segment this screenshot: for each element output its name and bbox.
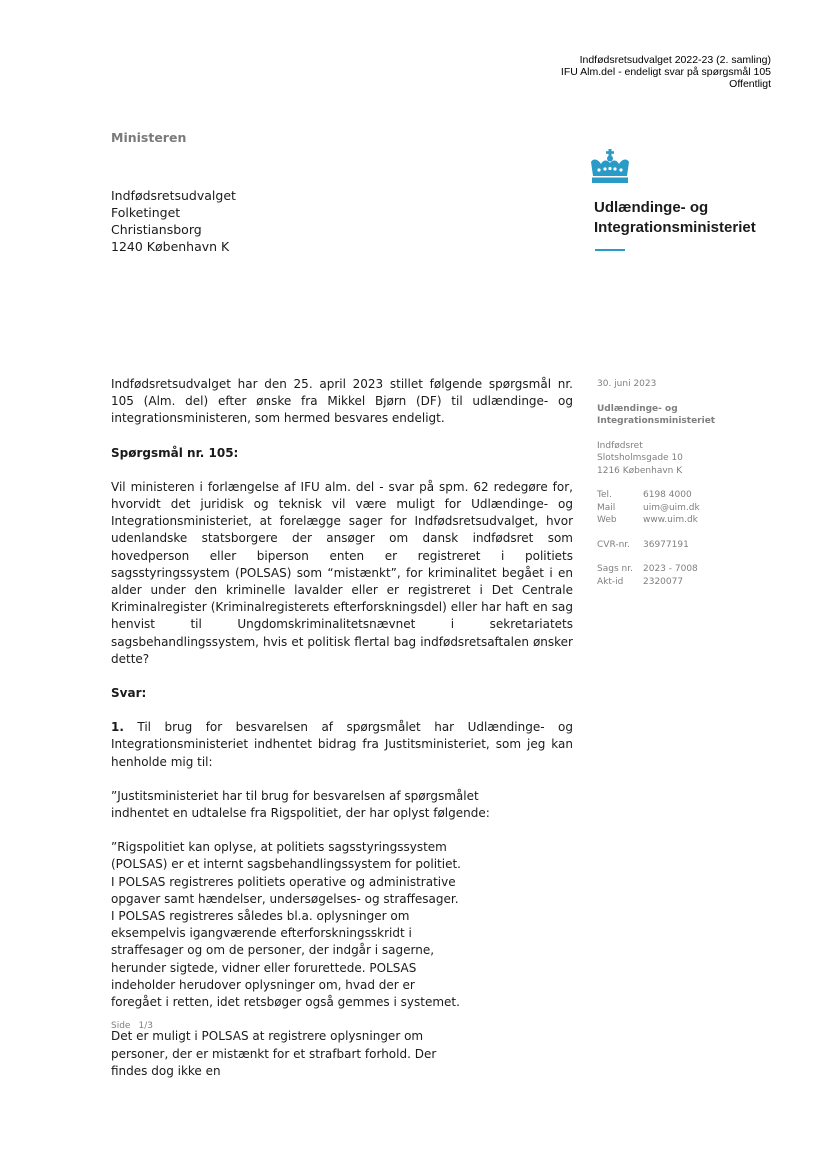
sidebar-ministry: Udlændinge- og: [597, 403, 678, 414]
recipient-line: 1240 København K: [111, 239, 230, 254]
answer-text: Til brug for besvarelsen af spørgsmålet har Udlændinge- og Integrationsministeriet indhentet bidrag fra Justitsministeriet, som jeg kan henholde mig til:: [111, 720, 573, 769]
sender-details: [597, 378, 797, 588]
logo-underline: [595, 249, 625, 251]
recipient-line: Indfødsretsudvalget: [111, 188, 236, 203]
sidebar-web: Web www.uim.dk: [597, 515, 698, 525]
quote-police-2: Det er muligt i POLSAS at registrere oplysninger om personer, der er mistænkt for et strafbart forhold. Der findes dog ikke en: [111, 1029, 437, 1078]
page-label: Side: [111, 1021, 131, 1031]
sidebar-department: Indfødsret: [597, 440, 643, 451]
sidebar-cvr: CVR-nr. 36977191: [597, 539, 689, 550]
sidebar-phone: Tel. 6198 4000: [597, 490, 692, 500]
answer-heading: Svar:: [111, 686, 147, 701]
page-number: 1/3: [138, 1021, 153, 1031]
meta-status: Offentligt: [729, 78, 771, 90]
page-footer: [111, 1021, 161, 1031]
sidebar-mail: Mail uim@uim.dk: [597, 502, 700, 513]
letter-body: [111, 376, 573, 1097]
document-meta-header: [411, 54, 771, 90]
sender-label: Ministeren: [111, 130, 187, 145]
sidebar-case-number: Sags nr. 2023 - 7008: [597, 564, 698, 574]
recipient-line: Christiansborg: [111, 222, 202, 237]
recipient-address: [111, 187, 236, 255]
sidebar-act-id: Akt-id 2320077: [597, 576, 684, 587]
letter-date: 30. juni 2023: [597, 379, 657, 389]
ministry-name-line: Udlændinge- og: [594, 199, 709, 216]
recipient-line: Folketinget: [111, 205, 181, 220]
ministry-name: [594, 198, 756, 238]
quote-justice-ministry: ”Justitsministeriet har til brug for besvarelsen af spørgsmålet indhentet en udtalelse fra Rigspolitiet, der har oplyst følgende:: [111, 788, 490, 821]
sidebar-street: Slotsholmsgade 10: [597, 453, 683, 463]
intro-paragraph: Indfødsretsudvalget har den 25. april 2023 stillet følgende spørgsmål nr. 105 (Alm. del) efter ønske fra Mikkel Bjørn (DF) til udlændinge- og integrationsministeren, som hermed besvares endeligt.: [111, 377, 573, 426]
answer-paragraph: [111, 719, 573, 771]
sidebar-ministry: Integrationsministeriet: [597, 416, 716, 426]
question-paragraph: Vil ministeren i forlængelse af IFU alm. del - svar på spm. 62 redegøre for, hvorvidt det juridisk og teknisk vil være muligt for Udlændinge- og Integrationsministeriet, at forelægge sager for Indfødsretsudvalget, hvor udenlandske statsborgere der ansøger om dansk indfødsret som hovedperson eller biperson enten er registreret i politiets sagsstyringssystem (POLSAS) som “mistænkt”, for kriminalitet begået i en alder under den kriminelle lavalder eller er registreret i Det Centrale Kriminalregister (Kriminalregisterets efterforskningsdel) eller har haft en sag henvist til Ungdomskriminalitetsnævnet i sekretariatets sagsbehandlingssystem, hvis et politisk flertal bag indfødsretsaftalen ønsker dette?: [111, 479, 573, 666]
crown-icon: [588, 149, 632, 185]
ministry-name-line: Integrationsministeriet: [594, 219, 756, 236]
meta-reference: IFU Alm.del - endeligt svar på spørgsmål 105: [560, 66, 771, 78]
question-heading: Spørgsmål nr. 105:: [111, 445, 239, 460]
quote-police-1: ”Rigspolitiet kan oplyse, at politiets sagsstyringssystem (POLSAS) er et internt sagsbehandlingssystem for politiet. I POLSAS registreres politiets operative og administrative opgaver samt hændelser, undersøgelses- og straffesager. I POLSAS registreres således bl.a. oplysninger om eksempelvis igangværende efterforskningsskridt i straffesager og om de personer, der indgår i sagerne, herunder sigtede, vidner eller forurettede. POLSAS indeholder herudover oplysninger om, hvad der er foregået i retten, idet retsbøger også gemmes i systemet.: [111, 840, 461, 1010]
meta-committee: Indfødsretsudvalget 2022-23 (2. samling): [579, 54, 771, 66]
answer-number: 1.: [111, 720, 124, 735]
sidebar-city: 1216 København K: [597, 465, 683, 476]
